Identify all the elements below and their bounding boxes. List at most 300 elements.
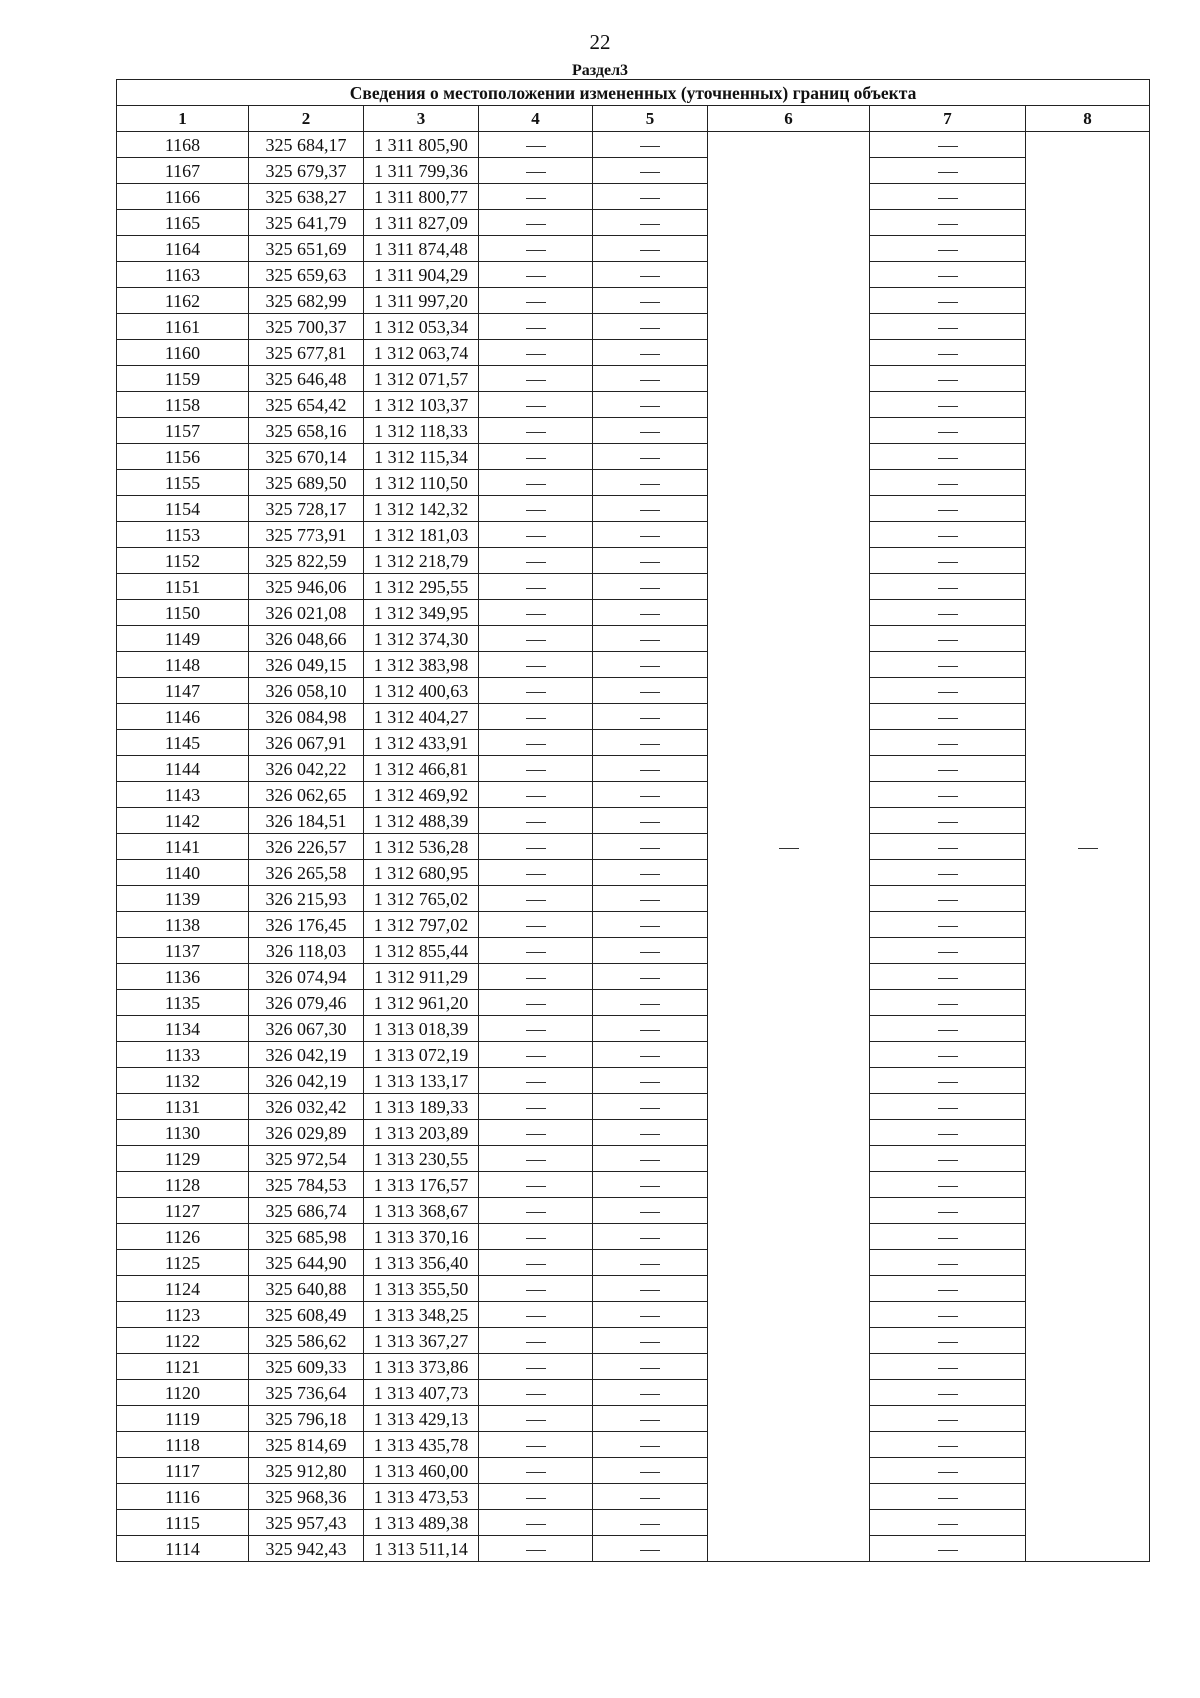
- dash-mark: [526, 926, 546, 927]
- col7-cell: [870, 1484, 1026, 1510]
- table-row: [117, 1536, 1150, 1562]
- dash-mark: [938, 1108, 958, 1109]
- col5-cell: [593, 392, 708, 418]
- dash-mark: [526, 1004, 546, 1005]
- table-row: [117, 574, 1150, 600]
- y-coordinate-cell: 1 313 489,38: [364, 1510, 479, 1536]
- x-coordinate-cell: 325 686,74: [249, 1198, 364, 1224]
- dash-mark: [938, 900, 958, 901]
- dash-mark: [640, 874, 660, 875]
- col7-cell: [870, 756, 1026, 782]
- col5-cell: [593, 756, 708, 782]
- x-coordinate-cell: 326 058,10: [249, 678, 364, 704]
- dash-mark: [640, 718, 660, 719]
- dash-mark: [640, 1316, 660, 1317]
- col4-cell: [479, 288, 593, 314]
- y-coordinate-cell: 1 313 133,17: [364, 1068, 479, 1094]
- dash-mark: [938, 718, 958, 719]
- col5-cell: [593, 808, 708, 834]
- dash-mark: [640, 1446, 660, 1447]
- point-number-cell: 1122: [117, 1328, 249, 1354]
- dash-mark: [938, 874, 958, 875]
- point-number-cell: 1156: [117, 444, 249, 470]
- col7-cell: [870, 496, 1026, 522]
- col7-cell: [870, 574, 1026, 600]
- col7-cell: [870, 678, 1026, 704]
- x-coordinate-cell: 326 215,93: [249, 886, 364, 912]
- point-number-cell: 1144: [117, 756, 249, 782]
- dash-mark: [526, 1134, 546, 1135]
- col5-cell: [593, 132, 708, 158]
- dash-mark: [526, 1316, 546, 1317]
- dash-mark: [526, 588, 546, 589]
- table-row: [117, 522, 1150, 548]
- col7-cell: [870, 470, 1026, 496]
- dash-mark: [640, 1550, 660, 1551]
- dash-mark: [640, 1134, 660, 1135]
- dash-mark: [526, 1264, 546, 1265]
- col7-cell: [870, 886, 1026, 912]
- col7-cell: [870, 1094, 1026, 1120]
- x-coordinate-cell: 326 184,51: [249, 808, 364, 834]
- col7-cell: [870, 782, 1026, 808]
- col4-cell: [479, 912, 593, 938]
- table-row: [117, 990, 1150, 1016]
- x-coordinate-cell: 325 968,36: [249, 1484, 364, 1510]
- dash-mark: [938, 146, 958, 147]
- dash-mark: [640, 666, 660, 667]
- y-coordinate-cell: 1 313 370,16: [364, 1224, 479, 1250]
- x-coordinate-cell: 325 814,69: [249, 1432, 364, 1458]
- dash-mark: [526, 380, 546, 381]
- dash-mark: [640, 588, 660, 589]
- dash-mark: [640, 848, 660, 849]
- column-header: 4: [479, 106, 593, 132]
- y-coordinate-cell: 1 311 827,09: [364, 210, 479, 236]
- dash-mark: [640, 172, 660, 173]
- col7-cell: [870, 1172, 1026, 1198]
- y-coordinate-cell: 1 312 181,03: [364, 522, 479, 548]
- col6-merged-cell: [708, 132, 870, 1562]
- col4-cell: [479, 470, 593, 496]
- table-row: [117, 1016, 1150, 1042]
- point-number-cell: 1139: [117, 886, 249, 912]
- dash-mark: [640, 198, 660, 199]
- dash-mark: [640, 952, 660, 953]
- dash-mark: [640, 822, 660, 823]
- col5-cell: [593, 1146, 708, 1172]
- col4-cell: [479, 262, 593, 288]
- point-number-cell: 1135: [117, 990, 249, 1016]
- dash-mark: [526, 666, 546, 667]
- table-row: [117, 704, 1150, 730]
- x-coordinate-cell: 326 079,46: [249, 990, 364, 1016]
- table-row: [117, 1510, 1150, 1536]
- col5-cell: [593, 1016, 708, 1042]
- dash-mark: [526, 562, 546, 563]
- dash-mark: [640, 1108, 660, 1109]
- point-number-cell: 1155: [117, 470, 249, 496]
- point-number-cell: 1120: [117, 1380, 249, 1406]
- x-coordinate-cell: 326 062,65: [249, 782, 364, 808]
- col4-cell: [479, 1406, 593, 1432]
- col4-cell: [479, 964, 593, 990]
- table-row: [117, 678, 1150, 704]
- col4-cell: [479, 496, 593, 522]
- point-number-cell: 1116: [117, 1484, 249, 1510]
- table-row: [117, 1276, 1150, 1302]
- point-number-cell: 1133: [117, 1042, 249, 1068]
- col4-cell: [479, 522, 593, 548]
- dash-mark: [938, 640, 958, 641]
- x-coordinate-cell: 326 084,98: [249, 704, 364, 730]
- dash-mark: [526, 1030, 546, 1031]
- dash-mark: [640, 1394, 660, 1395]
- dash-mark: [938, 354, 958, 355]
- dash-mark: [938, 978, 958, 979]
- dash-mark: [526, 822, 546, 823]
- col5-cell: [593, 444, 708, 470]
- dash-mark: [526, 458, 546, 459]
- col5-cell: [593, 1276, 708, 1302]
- table-row: [117, 834, 1150, 860]
- dash-mark: [938, 666, 958, 667]
- col5-cell: [593, 1510, 708, 1536]
- x-coordinate-cell: 326 118,03: [249, 938, 364, 964]
- dash-mark: [526, 1082, 546, 1083]
- col4-cell: [479, 210, 593, 236]
- dash-mark: [938, 926, 958, 927]
- dash-mark: [526, 1446, 546, 1447]
- y-coordinate-cell: 1 311 800,77: [364, 184, 479, 210]
- y-coordinate-cell: 1 313 473,53: [364, 1484, 479, 1510]
- col4-cell: [479, 340, 593, 366]
- x-coordinate-cell: 325 608,49: [249, 1302, 364, 1328]
- point-number-cell: 1163: [117, 262, 249, 288]
- point-number-cell: 1126: [117, 1224, 249, 1250]
- dash-mark: [938, 198, 958, 199]
- y-coordinate-cell: 1 313 348,25: [364, 1302, 479, 1328]
- dash-mark: [938, 1498, 958, 1499]
- dash-mark: [526, 1420, 546, 1421]
- y-coordinate-cell: 1 313 429,13: [364, 1406, 479, 1432]
- x-coordinate-cell: 325 646,48: [249, 366, 364, 392]
- col4-cell: [479, 1536, 593, 1562]
- x-coordinate-cell: 326 067,91: [249, 730, 364, 756]
- table-row: [117, 964, 1150, 990]
- dash-mark: [640, 978, 660, 979]
- x-coordinate-cell: 326 042,19: [249, 1042, 364, 1068]
- column-header: 3: [364, 106, 479, 132]
- table-row: [117, 444, 1150, 470]
- dash-mark: [640, 1212, 660, 1213]
- col7-cell: [870, 1198, 1026, 1224]
- dash-mark: [938, 1342, 958, 1343]
- col7-cell: [870, 288, 1026, 314]
- col5-cell: [593, 990, 708, 1016]
- dash-mark: [526, 1472, 546, 1473]
- y-coordinate-cell: 1 311 997,20: [364, 288, 479, 314]
- col4-cell: [479, 730, 593, 756]
- x-coordinate-cell: 325 677,81: [249, 340, 364, 366]
- x-coordinate-cell: 325 638,27: [249, 184, 364, 210]
- dash-mark: [526, 354, 546, 355]
- dash-mark: [526, 172, 546, 173]
- col4-cell: [479, 548, 593, 574]
- table-row: [117, 652, 1150, 678]
- col5-cell: [593, 288, 708, 314]
- col7-cell: [870, 444, 1026, 470]
- dash-mark: [938, 692, 958, 693]
- dash-mark: [526, 1368, 546, 1369]
- column-header: 5: [593, 106, 708, 132]
- dash-mark: [938, 1212, 958, 1213]
- dash-mark: [640, 562, 660, 563]
- dash-mark: [640, 276, 660, 277]
- table-row: [117, 1328, 1150, 1354]
- y-coordinate-cell: 1 313 230,55: [364, 1146, 479, 1172]
- point-number-cell: 1150: [117, 600, 249, 626]
- dash-mark: [938, 1264, 958, 1265]
- col5-cell: [593, 236, 708, 262]
- col4-cell: [479, 1146, 593, 1172]
- x-coordinate-cell: 325 942,43: [249, 1536, 364, 1562]
- col4-cell: [479, 132, 593, 158]
- col4-cell: [479, 782, 593, 808]
- dash-mark: [526, 978, 546, 979]
- dash-mark: [938, 1368, 958, 1369]
- y-coordinate-cell: 1 311 799,36: [364, 158, 479, 184]
- col7-cell: [870, 938, 1026, 964]
- col7-cell: [870, 1458, 1026, 1484]
- col7-cell: [870, 1432, 1026, 1458]
- dash-mark: [938, 796, 958, 797]
- col7-cell: [870, 600, 1026, 626]
- col4-cell: [479, 808, 593, 834]
- point-number-cell: 1115: [117, 1510, 249, 1536]
- col5-cell: [593, 574, 708, 600]
- table-row: [117, 262, 1150, 288]
- point-number-cell: 1132: [117, 1068, 249, 1094]
- col4-cell: [479, 158, 593, 184]
- point-number-cell: 1140: [117, 860, 249, 886]
- col4-cell: [479, 1276, 593, 1302]
- table-row: [117, 1432, 1150, 1458]
- y-coordinate-cell: 1 312 404,27: [364, 704, 479, 730]
- dash-mark: [526, 1160, 546, 1161]
- col4-cell: [479, 626, 593, 652]
- col4-cell: [479, 756, 593, 782]
- dash-mark: [938, 458, 958, 459]
- coordinates-table: [116, 79, 1150, 1562]
- col4-cell: [479, 1172, 593, 1198]
- table-row: [117, 912, 1150, 938]
- col7-cell: [870, 1146, 1026, 1172]
- point-number-cell: 1119: [117, 1406, 249, 1432]
- dash-mark: [526, 1290, 546, 1291]
- col7-cell: [870, 158, 1026, 184]
- dash-mark: [938, 1524, 958, 1525]
- dash-mark: [938, 1550, 958, 1551]
- dash-mark: [938, 484, 958, 485]
- dash-mark: [526, 952, 546, 953]
- dash-mark: [640, 744, 660, 745]
- x-coordinate-cell: 325 658,16: [249, 418, 364, 444]
- point-number-cell: 1162: [117, 288, 249, 314]
- dash-mark: [938, 822, 958, 823]
- col5-cell: [593, 1406, 708, 1432]
- dash-mark: [526, 432, 546, 433]
- col7-cell: [870, 990, 1026, 1016]
- dash-mark: [526, 276, 546, 277]
- dash-mark: [938, 952, 958, 953]
- point-number-cell: 1121: [117, 1354, 249, 1380]
- col7-cell: [870, 1354, 1026, 1380]
- y-coordinate-cell: 1 312 295,55: [364, 574, 479, 600]
- point-number-cell: 1128: [117, 1172, 249, 1198]
- dash-mark: [938, 432, 958, 433]
- y-coordinate-cell: 1 313 407,73: [364, 1380, 479, 1406]
- col4-cell: [479, 1354, 593, 1380]
- dash-mark: [640, 770, 660, 771]
- y-coordinate-cell: 1 312 071,57: [364, 366, 479, 392]
- col7-cell: [870, 392, 1026, 418]
- x-coordinate-cell: 325 912,80: [249, 1458, 364, 1484]
- col5-cell: [593, 1094, 708, 1120]
- col7-cell: [870, 1328, 1026, 1354]
- table-row: [117, 392, 1150, 418]
- dash-mark: [526, 1342, 546, 1343]
- dash-mark: [938, 744, 958, 745]
- x-coordinate-cell: 325 679,37: [249, 158, 364, 184]
- table-row: [117, 1354, 1150, 1380]
- dash-mark: [640, 354, 660, 355]
- col5-cell: [593, 626, 708, 652]
- dash-mark: [640, 1056, 660, 1057]
- x-coordinate-cell: 325 684,17: [249, 132, 364, 158]
- dash-mark: [526, 406, 546, 407]
- table-row: [117, 340, 1150, 366]
- col5-cell: [593, 340, 708, 366]
- dash-mark: [938, 1160, 958, 1161]
- table-row: [117, 626, 1150, 652]
- col5-cell: [593, 1250, 708, 1276]
- point-number-cell: 1131: [117, 1094, 249, 1120]
- x-coordinate-cell: 325 654,42: [249, 392, 364, 418]
- col5-cell: [593, 1042, 708, 1068]
- dash-mark: [640, 1290, 660, 1291]
- table-row: [117, 548, 1150, 574]
- dash-mark: [640, 1238, 660, 1239]
- dash-mark: [526, 1394, 546, 1395]
- col7-cell: [870, 522, 1026, 548]
- col4-cell: [479, 1458, 593, 1484]
- dash-mark: [526, 796, 546, 797]
- x-coordinate-cell: 325 586,62: [249, 1328, 364, 1354]
- point-number-cell: 1161: [117, 314, 249, 340]
- dash-mark: [640, 614, 660, 615]
- table-row: [117, 1172, 1150, 1198]
- dash-mark: [526, 900, 546, 901]
- col5-cell: [593, 1068, 708, 1094]
- table-row: [117, 1406, 1150, 1432]
- dash-mark: [640, 1524, 660, 1525]
- table-caption: Сведения о местоположении измененных (уточненных) границ объекта: [117, 80, 1150, 106]
- y-coordinate-cell: 1 312 536,28: [364, 834, 479, 860]
- dash-mark: [938, 510, 958, 511]
- point-number-cell: 1138: [117, 912, 249, 938]
- point-number-cell: 1142: [117, 808, 249, 834]
- col7-cell: [870, 1016, 1026, 1042]
- dash-mark: [526, 510, 546, 511]
- point-number-cell: 1165: [117, 210, 249, 236]
- table-row: [117, 158, 1150, 184]
- col7-cell: [870, 704, 1026, 730]
- y-coordinate-cell: 1 311 874,48: [364, 236, 479, 262]
- col7-cell: [870, 730, 1026, 756]
- y-coordinate-cell: 1 312 103,37: [364, 392, 479, 418]
- table-row: [117, 132, 1150, 158]
- point-number-cell: 1136: [117, 964, 249, 990]
- y-coordinate-cell: 1 312 400,63: [364, 678, 479, 704]
- dash-mark: [526, 1186, 546, 1187]
- y-coordinate-cell: 1 312 374,30: [364, 626, 479, 652]
- table-body: [117, 132, 1150, 1562]
- col5-cell: [593, 1198, 708, 1224]
- col4-cell: [479, 1328, 593, 1354]
- col5-cell: [593, 1380, 708, 1406]
- table-row: [117, 730, 1150, 756]
- y-coordinate-cell: 1 312 142,32: [364, 496, 479, 522]
- point-number-cell: 1125: [117, 1250, 249, 1276]
- dash-mark: [640, 1368, 660, 1369]
- dash-mark: [938, 1004, 958, 1005]
- column-header: 2: [249, 106, 364, 132]
- col4-cell: [479, 886, 593, 912]
- dash-mark: [938, 224, 958, 225]
- y-coordinate-cell: 1 312 680,95: [364, 860, 479, 886]
- x-coordinate-cell: 326 048,66: [249, 626, 364, 652]
- col4-cell: [479, 1302, 593, 1328]
- table-row: [117, 938, 1150, 964]
- dash-mark: [938, 562, 958, 563]
- x-coordinate-cell: 325 659,63: [249, 262, 364, 288]
- col7-cell: [870, 1510, 1026, 1536]
- col4-cell: [479, 1484, 593, 1510]
- col5-cell: [593, 262, 708, 288]
- y-coordinate-cell: 1 313 368,67: [364, 1198, 479, 1224]
- col4-cell: [479, 1016, 593, 1042]
- dash-mark: [526, 718, 546, 719]
- col5-cell: [593, 314, 708, 340]
- dash-mark: [938, 1134, 958, 1135]
- y-coordinate-cell: 1 312 961,20: [364, 990, 479, 1016]
- col5-cell: [593, 652, 708, 678]
- col4-cell: [479, 938, 593, 964]
- dash-mark: [526, 770, 546, 771]
- dash-mark: [938, 848, 958, 849]
- table-row: [117, 418, 1150, 444]
- col5-cell: [593, 886, 708, 912]
- y-coordinate-cell: 1 313 435,78: [364, 1432, 479, 1458]
- col5-cell: [593, 964, 708, 990]
- point-number-cell: 1141: [117, 834, 249, 860]
- col4-cell: [479, 1094, 593, 1120]
- dash-mark: [640, 1004, 660, 1005]
- dash-mark: [640, 692, 660, 693]
- dash-mark: [640, 484, 660, 485]
- col5-cell: [593, 678, 708, 704]
